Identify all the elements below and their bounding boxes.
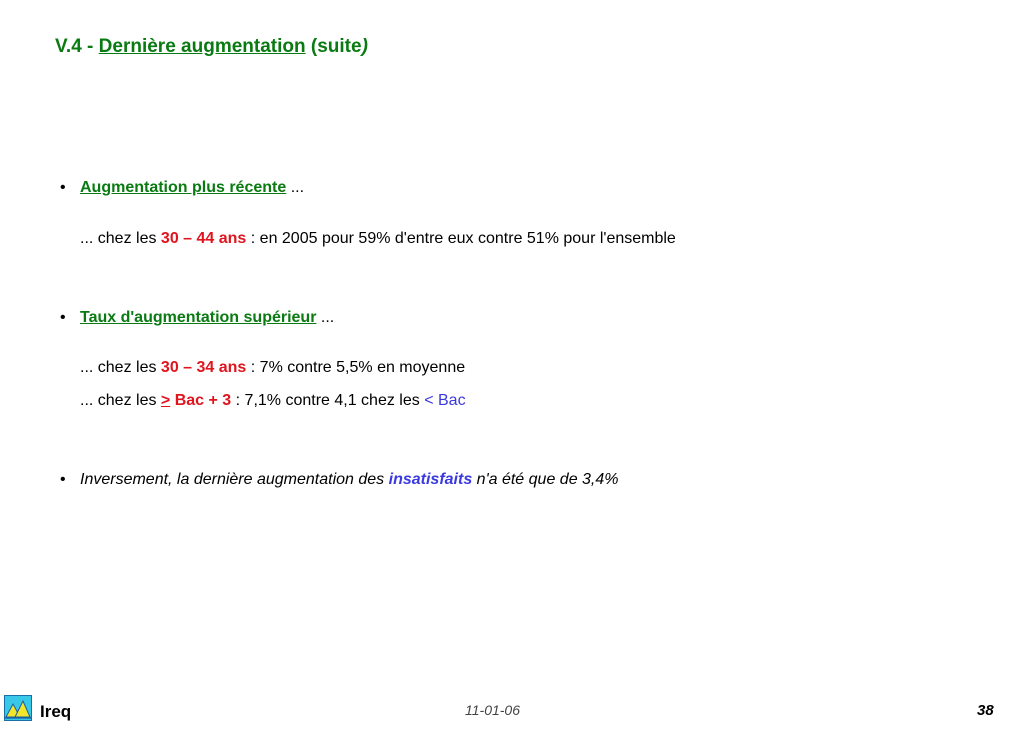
- line-post: : 7% contre 5,5% en moyenne: [246, 359, 466, 376]
- line-highlight: 30 – 44 ans: [160, 230, 247, 247]
- bullet-taux-augmentation: [60, 309, 334, 327]
- line-highlight: 30 – 34 ans: [160, 359, 247, 376]
- bullet-heading: Taux d'augmentation supérieur: [80, 309, 317, 326]
- bullet-dot: •: [60, 471, 66, 488]
- line-pre: ... chez les: [80, 392, 161, 409]
- line-highlight: Bac + 3: [170, 392, 232, 409]
- bullet-highlight: insatisfaits: [388, 471, 473, 488]
- line-post: : 7,1% contre 4,1 chez les: [231, 392, 425, 409]
- ireq-logo-icon: [4, 695, 32, 721]
- title-suffix: (suite: [305, 36, 362, 57]
- page-number: 38: [977, 702, 994, 719]
- bullet-pre: Inversement, la dernière augmentation des: [80, 471, 389, 488]
- slide-title: [55, 36, 368, 58]
- footer-brand: Ireq: [40, 702, 72, 721]
- title-underlined: Dernière augmentation: [98, 36, 306, 57]
- bullet-after: ...: [286, 179, 305, 196]
- detail-line: [80, 392, 466, 410]
- bullet-augmentation-recente: [60, 179, 304, 197]
- bullet-heading: Augmentation plus récente: [80, 179, 287, 196]
- line-blue: < Bac: [424, 392, 466, 409]
- title-prefix: V.4 -: [55, 36, 99, 57]
- bullet-dot: •: [60, 309, 66, 326]
- footer-date: 11-01-06: [465, 702, 521, 718]
- detail-line: [80, 359, 465, 377]
- title-close-paren: ): [361, 36, 368, 57]
- bullet-after: ...: [316, 309, 335, 326]
- line-post: : en 2005 pour 59% d'entre eux contre 51% pour l'ensemble: [246, 230, 676, 247]
- bullet-post: n'a été que de 3,4%: [472, 471, 619, 488]
- line-highlight-underlined: >: [160, 392, 171, 409]
- detail-line: [80, 230, 676, 248]
- line-pre: ... chez les: [80, 230, 161, 247]
- line-pre: ... chez les: [80, 359, 161, 376]
- bullet-insatisfaits: [60, 471, 619, 489]
- bullet-dot: •: [60, 179, 66, 196]
